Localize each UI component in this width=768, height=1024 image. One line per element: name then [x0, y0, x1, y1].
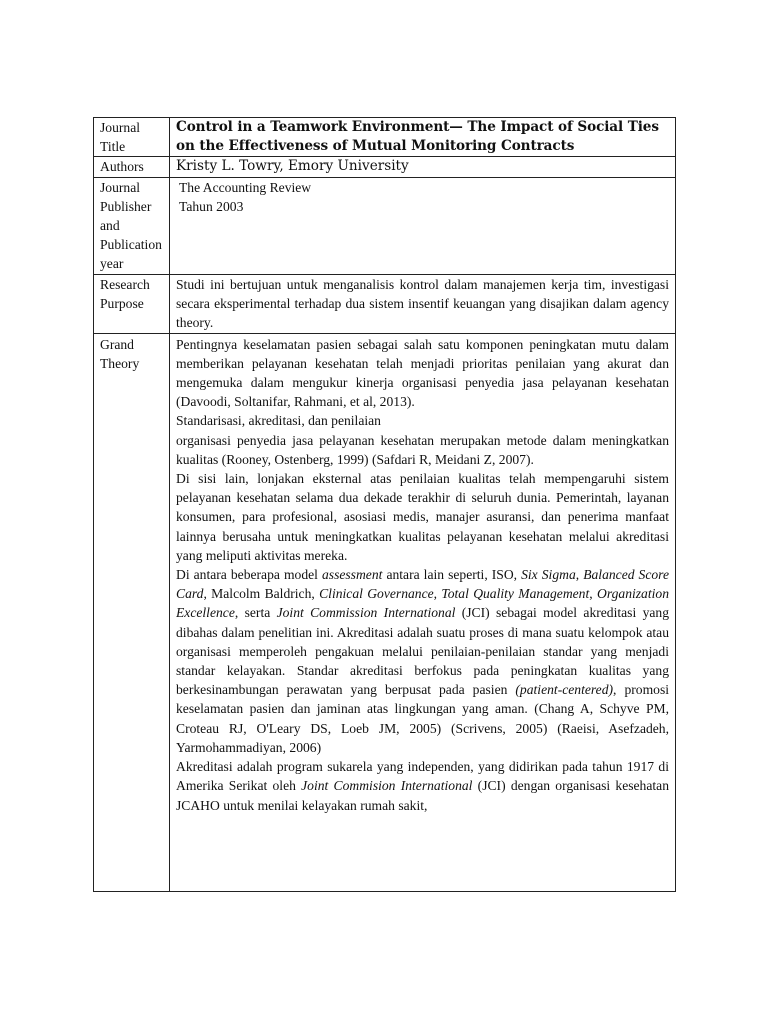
row-grand-theory [94, 333, 676, 891]
grand-theory-paragraph-1: Pentingnya keselamatan pasien sebagai salah satu komponen peningkatan mutu dalam memberikan pelayanan kesehatan telah menjadi prioritas penilaian yang akurat dan mengemuka dalam mengukur kinerja organisasi penyedia jasa pelayanan kesehatan (Davoodi, Soltanifar, Rahmani, et al, 2013). [176, 336, 669, 410]
label-authors: Authors [94, 157, 170, 177]
text-run: , promosi keselamatan pasien dan jaminan atas lingkungan yang aman. (Chang A, Schyve PM, Croteau RJ, O'Leary DS, Loeb JM, 2005) (Scrivens, 2005) (Raeisi, Asefzadeh, Yarmohammadiyan, 2006) [176, 682, 669, 755]
text-run: (JCI) sebagai model akreditasi yang dibahas dalam penelitian ini. Akreditasi adalah suatu proses di mana suatu kelompok atau organisasi memperoleh pengakuan melalui penilaian-penilaian standar yang menjadi standar kelayakan. Standar akreditasi berfokus pada peningkatan kualitas yang berkesinambungan perawatan yang berpusat pada pasien [176, 605, 669, 698]
value-research-purpose: Studi ini bertujuan untuk menganalisis kontrol dalam manajemen kerja tim, investigasi secara eksperimental terhadap dua sistem insentif keuangan yang disajikan dalam agency theory. [170, 274, 676, 333]
grand-theory-paragraph-4: Di sisi lain, lonjakan eksternal atas penilaian kualitas telah mempengaruhi sistem pelayanan kesehatan selama dua dekade terakhir di seluruh dunia. Pemerintah, layanan konsumen, para profesional, asosiasi medis, manajer asuransi, dan penerima manfaat lainnya berusaha untuk meningkatkan kualitas pelayanan kesehatan melalui akreditasi yang meliputi aktivitas mereka. [176, 471, 669, 563]
row-journal-title [94, 118, 676, 157]
text-run: , [589, 586, 597, 602]
row-publisher [94, 177, 676, 274]
publisher-name: The Accounting Review [179, 179, 312, 195]
italic-term: Joint Commision International [301, 778, 473, 794]
grand-theory-paragraph-6 [176, 757, 669, 815]
text-run: , serta [234, 605, 277, 621]
row-authors [94, 157, 676, 177]
italic-term: assessment [321, 567, 383, 583]
value-journal-title: Control in a Teamwork Environment— The Impact of Social Ties on the Effectiveness of Mutual Monitoring Contracts [170, 118, 676, 157]
grand-theory-paragraph-3: organisasi penyedia jasa pelayanan kesehatan merupakan metode dalam meningkatkan kualitas (Rooney, Ostenberg, 1999) (Safdari R, Meidani Z, 2007). [176, 432, 669, 467]
grand-theory-paragraph-2: Standarisasi, akreditasi, dan penilaian [176, 413, 381, 429]
value-authors: Kristy L. Towry, Emory University [170, 157, 676, 177]
italic-term: Clinical Governance [319, 586, 434, 602]
row-research-purpose [94, 274, 676, 333]
value-grand-theory [170, 333, 676, 891]
text-run: , [575, 567, 584, 583]
italic-term: Six Sigma [521, 567, 576, 583]
italic-term: (patient-centered) [515, 682, 614, 698]
text-run: Akreditasi adalah program sukarela yang independen, yang didirikan pada tahun 1917 di Amerika Serikat oleh [176, 759, 669, 794]
text-run: Di antara beberapa model [176, 567, 322, 583]
label-grand-theory: Grand Theory [94, 333, 170, 891]
summary-table [93, 117, 676, 892]
label-publisher: Journal Publisher and Publication year [94, 177, 170, 274]
grand-theory-text [176, 335, 669, 891]
text-run: , Malcolm Baldrich, [203, 586, 320, 602]
italic-term: Balanced Score Card [176, 567, 669, 602]
label-journal-title: Journal Title [94, 118, 170, 157]
publication-year: Tahun 2003 [179, 198, 244, 214]
text-run: (JCI) dengan organisasi kesehatan JCAHO untuk menilai kelayakan rumah sakit, [176, 778, 669, 813]
text-run: , [433, 586, 442, 602]
grand-theory-paragraph-5 [176, 565, 669, 757]
label-research-purpose: Research Purpose [94, 274, 170, 333]
value-publisher [170, 177, 676, 274]
italic-term: Organization Excellence [176, 586, 669, 621]
text-run: antara lain seperti, ISO, [382, 567, 522, 583]
italic-term: Joint Commission International [276, 605, 456, 621]
italic-term: Total Quality Management [441, 586, 590, 602]
